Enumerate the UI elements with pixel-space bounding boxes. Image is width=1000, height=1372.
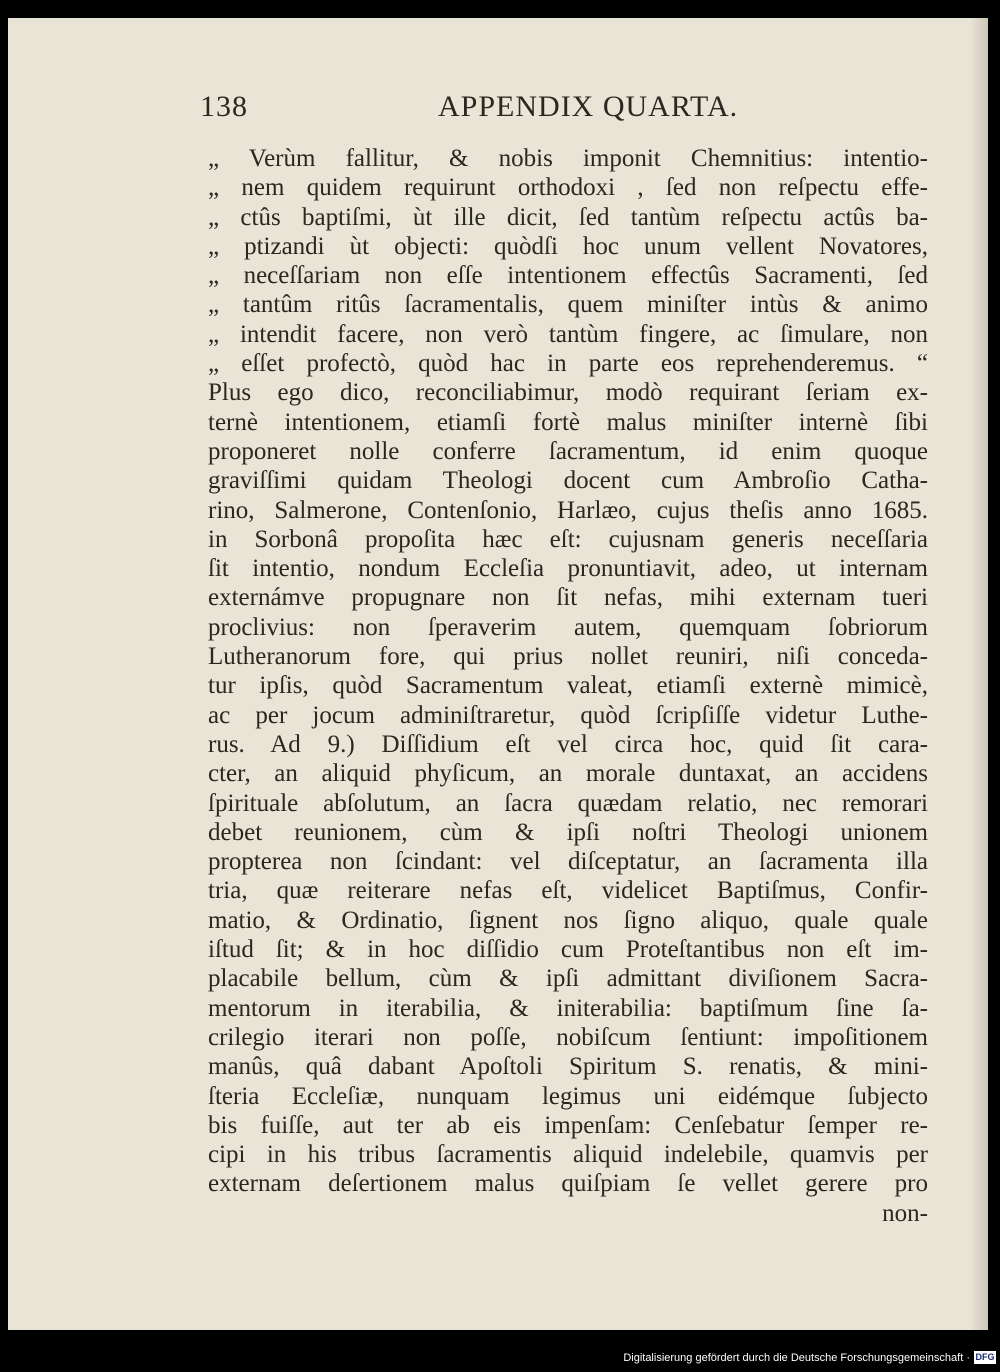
text-line: „ ptizandi ùt objecti: quòdſi hoc unum vellent Novatores, xyxy=(208,232,928,260)
text-line: ſteria Eccleſiæ, nunquam legimus uni eidémque ſubjecto xyxy=(208,1082,928,1110)
text-line: proclivius: non ſperaverim autem, quemquam ſobriorum xyxy=(208,613,928,641)
text-line: cter, an aliquid phyſicum, an morale duntaxat, an accidens xyxy=(208,760,928,788)
text-line: „ ctûs baptiſmi, ùt ille dicit, ſed tantùm reſpectu actûs ba- xyxy=(208,203,928,231)
page-header xyxy=(198,88,778,128)
digitization-credit: Digitalisierung gefördert durch die Deutsche Forschungsgemeinschaft · xyxy=(623,1352,970,1364)
running-title: APPENDIX QUARTA. xyxy=(438,90,739,123)
text-line: manûs, quâ dabant Apoſtoli Spiritum S. renatis, & mini- xyxy=(208,1053,928,1081)
text-line: debet reunionem, cùm & ipſi noſtri Theologi unionem xyxy=(208,818,928,846)
text-line: externam deſertionem malus quiſpiam ſe vellet gerere pro xyxy=(208,1170,928,1198)
text-line: placabile bellum, cùm & ipſi admittant diviſionem Sacra- xyxy=(208,965,928,993)
text-line: matio, & Ordinatio, ſignent nos ſigno aliquo, quale quale xyxy=(208,906,928,934)
dfg-logo: DFG xyxy=(975,1352,995,1362)
text-line: propterea non ſcindant: vel diſceptatur, an ſacramenta illa xyxy=(208,848,928,876)
text-line: „ neceſſariam non eſſe intentionem effectûs Sacramenti, ſed xyxy=(208,262,928,290)
text-line: graviſſimi quidam Theologi docent cum Ambroſio Catha- xyxy=(208,467,928,495)
text-line: rus. Ad 9.) Diſſidium eſt vel circa hoc, quid ſit cara- xyxy=(208,730,928,758)
text-line: ternè intentionem, etiamſi fortè malus miniſter internè ſibi xyxy=(208,408,928,436)
text-line: bis fuiſſe, aut ter ab eis impenſam: Cenſebatur ſemper re- xyxy=(208,1111,928,1139)
text-line: „ nem quidem requirunt orthodoxi , ſed non reſpectu effe- xyxy=(208,174,928,202)
text-line: rino, Salmerone, Contenſonio, Harlæo, cujus theſis anno 1685. xyxy=(208,496,928,524)
text-line: non- xyxy=(882,1199,928,1227)
text-line: ſit intentio, nondum Eccleſia pronuntiavit, adeo, ut internam xyxy=(208,555,928,583)
scanned-page xyxy=(8,18,988,1330)
text-line: „ Verùm fallitur, & nobis imponit Chemnitius: intentio- xyxy=(208,145,928,172)
text-line: ac per jocum adminiſtraretur, quòd ſcripſiſſe videtur Luthe- xyxy=(208,701,928,729)
text-line: ſpirituale abſolutum, an ſacra quædam relatio, nec remorari xyxy=(208,789,928,817)
text-line: proponeret nolle conferre ſacramentum, id enim quoque xyxy=(208,437,928,465)
text-line: Plus ego dico, reconciliabimur, modò requirant ſeriam ex- xyxy=(208,379,928,407)
text-line: crilegio iterari non poſſe, nobiſcum ſentiunt: impoſitionem xyxy=(208,1023,928,1051)
text-line: in Sorbonâ propoſita hæc eſt: cujusnam generis neceſſaria xyxy=(208,525,928,553)
page-number: 138 xyxy=(200,90,248,123)
text-line: „ eſſet profectò, quòd hac in parte eos reprehenderemus. “ xyxy=(208,350,928,378)
footer-bar xyxy=(0,1330,1000,1372)
text-line: tur ipſis, quòd Sacramentum valeat, etiamſi externè mimicè, xyxy=(208,672,928,700)
text-line: „ tantûm ritûs ſacramentalis, quem miniſter intùs & animo xyxy=(208,291,928,319)
text-line: Lutheranorum fore, qui prius nollet reuniri, niſi conceda- xyxy=(208,643,928,671)
text-line: tria, quæ reiterare nefas eſt, videlicet Baptiſmus, Confir- xyxy=(208,877,928,905)
body-text xyxy=(208,144,928,1228)
text-line: „ intendit facere, non verò tantùm fingere, ac ſimulare, non xyxy=(208,320,928,348)
text-line: externámve propugnare non ſit nefas, mihi externam tueri xyxy=(208,584,928,612)
text-line: cipi in his tribus ſacramentis aliquid indelebile, quamvis per xyxy=(208,1141,928,1169)
text-line: mentorum in iterabilia, & initerabilia: baptiſmum ſine ſa- xyxy=(208,994,928,1022)
text-line: iſtud ſit; & in hoc diſſidio cum Proteſtantibus non eſt im- xyxy=(208,936,928,964)
